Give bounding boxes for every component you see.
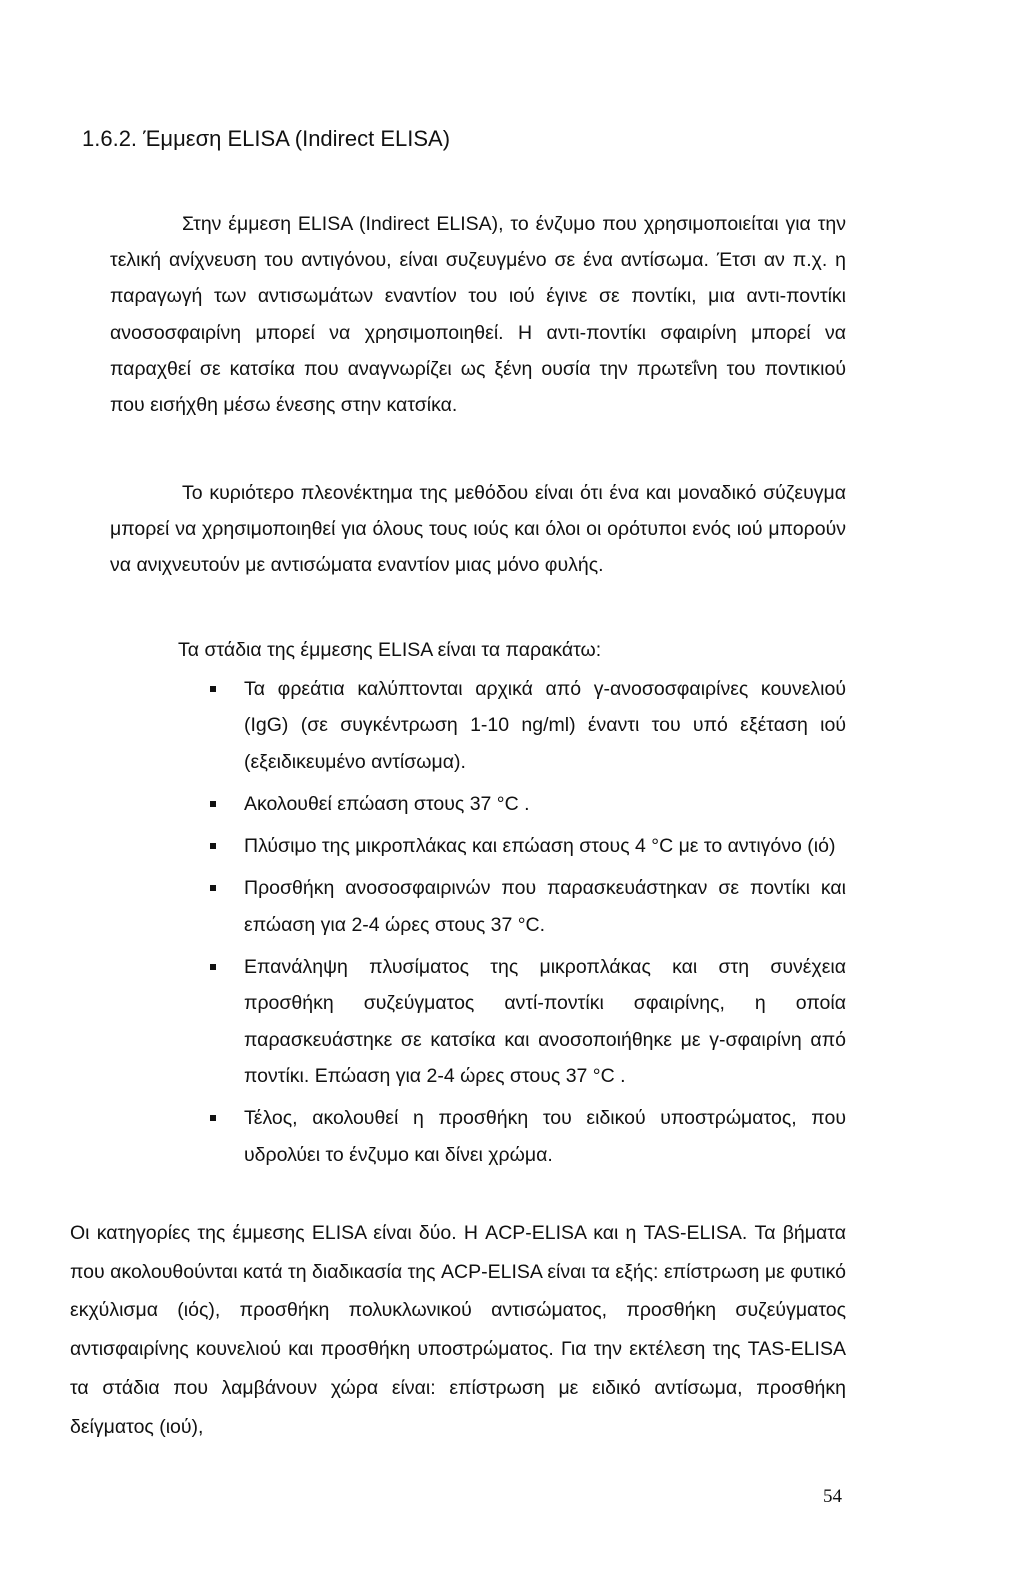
list-item [206,671,846,780]
stage-text: Ακολουθεί επώαση στους 37 °C . [244,792,530,815]
stage-text: Προσθήκη ανοσοσφαιρινών που παρασκευάστηκαν σε ποντίκι και επώαση για 2-4 ώρες στους 37 °C. [244,877,846,936]
page-number: 54 [823,1486,842,1507]
square-bullet-icon [210,843,216,849]
paragraph-categories: Οι κατηγορίες της έμμεσης ELISA είναι δύο. Η ACP-ELISA και η TAS-ELISA. Τα βήματα που ακολουθούνται κατά τη διαδικασία της ACP-ELISA είναι τα εξής: επίστρωση με φυτικό εκχύλισμα (ιός), προσθήκη πολυκλωνικού αντισώματος, προσθήκη συζεύγματος αντισφαιρίνης κουνελιού και προσθήκη υποστρώματος. Για την εκτέλεση της TAS-ELISA τα στάδια που λαμβάνουν χώρα είναι: επίστρωση με ειδικό αντίσωμα, προσθήκη δείγματος (ιού), [70,1222,846,1438]
section-heading: 1.6.2. Έμμεση ELISA (Indirect ELISA) [82,126,451,151]
list-item [206,1100,846,1173]
square-bullet-icon [210,885,216,891]
stage-text: Τα φρεάτια καλύπτονται αρχικά από γ-ανοσοσφαιρίνες κουνελιού (IgG) (σε συγκέντρωση 1-10 ng/ml) έναντι του υπό εξέταση ιού (εξειδικευμένο αντίσωμα). [244,678,846,773]
list-item [206,870,846,943]
square-bullet-icon [210,801,216,807]
paragraph-advantage: Το κυριότερο πλεονέκτημα της μεθόδου είναι ότι ένα και μοναδικό σύζευγμα μπορεί να χρησιμοποιηθεί για όλους τους ιούς και όλοι οι ορότυποι ενός ιού μπορούν να ανιχνευτούν με αντισώματα εναντίον μιας μόνο φυλής. [110,482,846,577]
square-bullet-icon [210,964,216,970]
paragraph-intro: Στην έμμεση ELISA (Indirect ELISA), το ένζυμο που χρησιμοποιείται για την τελική ανίχνευση του αντιγόνου, είναι συζευγμένο σε ένα αντίσωμα. Έτσι αν π.χ. η παραγωγή των αντισωμάτων εναντίον του ιού έγινε σε ποντίκι, μια αντι-ποντίκι ανοσοσφαιρίνη μπορεί να χρησιμοποιηθεί. Η αντι-ποντίκι σφαιρίνη μπορεί να παραχθεί σε κατσίκα που αναγνωρίζει ως ξένη ουσία την πρωτεΐνη του ποντικιού που εισήχθη μέσω ένεσης στην κατσίκα. [110,213,846,417]
square-bullet-icon [210,686,216,692]
stage-text: Πλύσιμο της μικροπλάκας και επώαση στους 4 °C με το αντιγόνο (ιό) [244,835,836,858]
stages-intro: Τα στάδια της έμμεσης ELISA είναι τα παρακάτω: [178,639,602,661]
stage-text: Τέλος, ακολουθεί η προσθήκη του ειδικού υποστρώματος, που υδρολύει το ένζυμο και δίνει χρώμα. [244,1107,846,1166]
list-item [206,828,846,864]
square-bullet-icon [210,1115,216,1121]
stage-text: Επανάληψη πλυσίματος της μικροπλάκας και στη συνέχεια προσθήκη συζεύγματος αντί-ποντίκι σφαιρίνης, η οποία παρασκευάστηκε σε κατσίκα και ανοσοποιήθηκε με γ-σφαιρίνη από ποντίκι. Επώαση για 2-4 ώρες στους 37 °C . [244,956,846,1087]
list-item [206,949,846,1094]
list-item [206,786,846,822]
stages-list [206,671,846,1179]
